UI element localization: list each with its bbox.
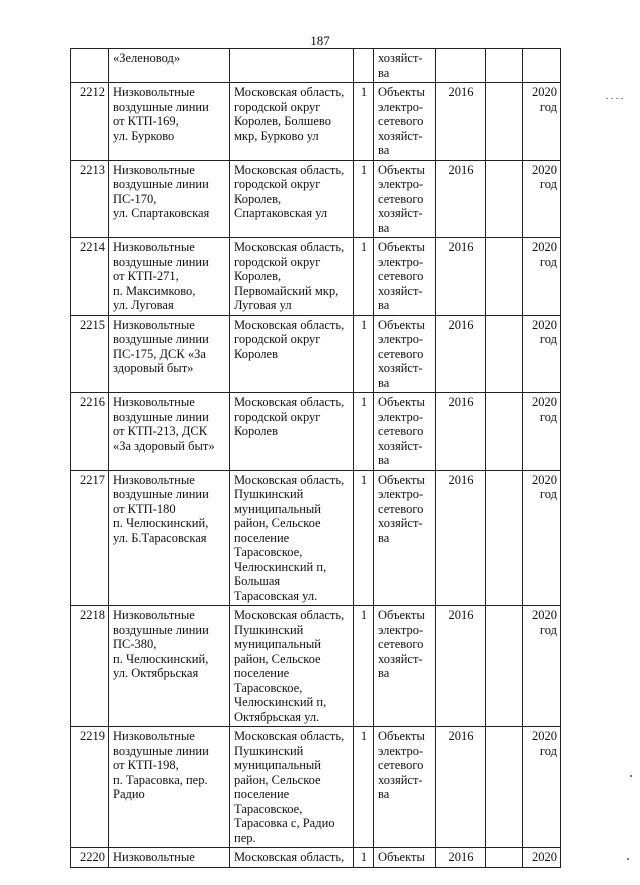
cell-year bbox=[436, 393, 486, 471]
cell-name-text: Низковольтные bbox=[113, 850, 195, 864]
cell-count bbox=[354, 238, 374, 316]
cell-num bbox=[71, 160, 109, 238]
cell-year bbox=[436, 727, 486, 848]
cell-address bbox=[230, 49, 354, 83]
cell-name bbox=[109, 49, 230, 83]
cell-end bbox=[523, 315, 561, 393]
cell-count bbox=[354, 315, 374, 393]
cell-year-text: 2016 bbox=[448, 240, 474, 254]
cell-name-text: Низковольтные воздушные линии от КТП-213, ДСК «За здоровый быт» bbox=[113, 395, 215, 453]
cell-year bbox=[436, 606, 486, 727]
scan-speck bbox=[627, 858, 629, 860]
cell-end bbox=[523, 49, 561, 83]
cell-year bbox=[436, 83, 486, 161]
cell-category-text: Объекты электро- сетевого хозяйст- ва bbox=[378, 729, 425, 801]
cell-name-text: Низковольтные воздушные линии от КТП-271, п. Максимково, ул. Луговая bbox=[113, 240, 209, 312]
cell-end-text: 2020 год bbox=[532, 472, 557, 501]
cell-blank bbox=[486, 49, 523, 83]
cell-blank bbox=[486, 83, 523, 161]
cell-address-text: Московская область, Пушкинский муниципальный район, Сельское поселение Тарасовское, Тарасовка с, Радио пер. bbox=[234, 729, 345, 845]
cell-category-text: Объекты электро- сетевого хозяйст- ва bbox=[378, 608, 425, 680]
cell-year-text: 2016 bbox=[448, 729, 474, 743]
cell-address bbox=[230, 727, 354, 848]
cell-count bbox=[354, 393, 374, 471]
cell-end-text: 2020 год bbox=[532, 729, 557, 758]
cell-end-text: 2020 год bbox=[532, 240, 557, 269]
cell-count-text: 1 bbox=[360, 395, 368, 409]
continued-name-text: «Зеленовод» bbox=[113, 51, 181, 65]
cell-name bbox=[109, 160, 230, 238]
cell-num-text: 2216 bbox=[80, 395, 105, 409]
table-row bbox=[71, 727, 561, 848]
cell-year-text: 2016 bbox=[448, 317, 474, 332]
cell-category bbox=[374, 606, 436, 727]
cell-blank bbox=[486, 238, 523, 316]
cell-address-text: Московская область, bbox=[234, 850, 345, 864]
cell-address bbox=[230, 315, 354, 393]
cell-category-text: Объекты электро- сетевого хозяйст- ва bbox=[378, 162, 425, 235]
cell-category bbox=[374, 238, 436, 316]
cell-num bbox=[71, 848, 109, 868]
table-row bbox=[71, 83, 561, 161]
cell-end bbox=[523, 393, 561, 471]
cell-num-text: 2217 bbox=[80, 472, 105, 487]
cell-year bbox=[436, 160, 486, 238]
cell-count bbox=[354, 848, 374, 868]
cell-category-text: Объекты электро- сетевого хозяйст- ва bbox=[378, 395, 425, 467]
cell-name-text: Низковольтные воздушные линии ПС-380, п. Челюскинский, ул. Октябрьская bbox=[113, 608, 209, 680]
cell-name bbox=[109, 727, 230, 848]
cell-name bbox=[109, 606, 230, 727]
table-row bbox=[71, 470, 561, 606]
cell-blank bbox=[486, 606, 523, 727]
cell-category bbox=[374, 848, 436, 868]
cell-end bbox=[523, 606, 561, 727]
cell-num-text: 2218 bbox=[80, 608, 105, 622]
cell-address bbox=[230, 160, 354, 238]
cell-category-text: Объекты bbox=[378, 850, 425, 864]
cell-name bbox=[109, 393, 230, 471]
cell-blank bbox=[486, 315, 523, 393]
cell-year-text: 2016 bbox=[448, 850, 474, 864]
cell-end bbox=[523, 848, 561, 868]
cell-year-text: 2016 bbox=[448, 395, 474, 409]
cell-count-text: 1 bbox=[360, 240, 368, 254]
table-row bbox=[71, 606, 561, 727]
cell-count bbox=[354, 49, 374, 83]
cell-address bbox=[230, 606, 354, 727]
cell-num bbox=[71, 83, 109, 161]
table-row-continuation bbox=[71, 49, 561, 83]
cell-count bbox=[354, 83, 374, 161]
cell-num-text: 2213 bbox=[80, 162, 105, 177]
cell-category bbox=[374, 83, 436, 161]
cell-num bbox=[71, 606, 109, 727]
cell-num-text: 2212 bbox=[80, 85, 105, 99]
table-row bbox=[71, 848, 561, 868]
register-table bbox=[70, 48, 561, 868]
cell-count-text: 1 bbox=[360, 729, 368, 743]
cell-count bbox=[354, 727, 374, 848]
cell-num-text: 2215 bbox=[80, 317, 105, 332]
cell-name-text: Низковольтные воздушные линии ПС-170, ул. Спартаковская bbox=[113, 162, 210, 220]
cell-category bbox=[374, 315, 436, 393]
cell-category-text: Объекты электро- сетевого хозяйст- ва bbox=[378, 240, 425, 312]
cell-end bbox=[523, 238, 561, 316]
cell-end bbox=[523, 727, 561, 848]
cell-category bbox=[374, 727, 436, 848]
cell-year bbox=[436, 238, 486, 316]
cell-count bbox=[354, 606, 374, 727]
cell-end-text: 2020 bbox=[532, 850, 557, 864]
cell-name bbox=[109, 315, 230, 393]
cell-address-text: Московская область, городской округ Королев bbox=[234, 395, 345, 438]
cell-end-text: 2020 год bbox=[532, 395, 557, 424]
cell-count-text: 1 bbox=[360, 850, 368, 864]
cell-blank bbox=[486, 160, 523, 238]
cell-name bbox=[109, 470, 230, 606]
cell-end-text: 2020 год bbox=[532, 608, 557, 637]
cell-name bbox=[109, 848, 230, 868]
cell-end-text: 2020 год bbox=[532, 162, 557, 191]
cell-address bbox=[230, 238, 354, 316]
cell-address-text: Московская область, городской округ Королев bbox=[234, 317, 345, 361]
cell-num bbox=[71, 315, 109, 393]
cell-address-text: Московская область, городской округ Королев, Болшево мкр, Бурково ул bbox=[234, 85, 345, 143]
continued-category-text: хозяйст- ва bbox=[378, 51, 423, 80]
cell-address-text: Московская область, городской округ Королев, Первомайский мкр, Луговая ул bbox=[234, 240, 345, 312]
cell-address bbox=[230, 848, 354, 868]
cell-year bbox=[436, 848, 486, 868]
cell-category bbox=[374, 160, 436, 238]
cell-year-text: 2016 bbox=[448, 162, 474, 177]
cell-name-text: Низковольтные воздушные линии от КТП-198, п. Тарасовка, пер. Радио bbox=[113, 729, 209, 801]
cell-address-text: Московская область, Пушкинский муниципальный район, Сельское поселение Тарасовское, Челюскинский п, Большая Тарасовская ул. bbox=[234, 472, 345, 603]
scan-speck bbox=[630, 775, 632, 777]
cell-end bbox=[523, 160, 561, 238]
cell-year-text: 2016 bbox=[448, 85, 474, 99]
cell-year bbox=[436, 49, 486, 83]
cell-name-text: Низковольтные воздушные линии ПС-175, ДСК «За здоровый быт» bbox=[113, 317, 209, 375]
cell-blank bbox=[486, 727, 523, 848]
cell-name-text: Низковольтные воздушные линии от КТП-169, ул. Бурково bbox=[113, 85, 209, 143]
cell-year bbox=[436, 315, 486, 393]
cell-category bbox=[374, 393, 436, 471]
cell-category bbox=[374, 470, 436, 606]
page-number: 187 bbox=[310, 33, 330, 48]
cell-address-text: Московская область, городской округ Королев, Спартаковская ул bbox=[234, 162, 345, 220]
cell-address bbox=[230, 470, 354, 606]
cell-name bbox=[109, 238, 230, 316]
table-body bbox=[71, 49, 561, 868]
table-row bbox=[71, 393, 561, 471]
cell-count-text: 1 bbox=[360, 608, 368, 622]
cell-end bbox=[523, 83, 561, 161]
cell-category-text: Объекты электро- сетевого хозяйст- ва bbox=[378, 472, 425, 545]
table-row bbox=[71, 238, 561, 316]
cell-num-text: 2220 bbox=[80, 850, 105, 864]
cell-category bbox=[374, 49, 436, 83]
cell-num bbox=[71, 238, 109, 316]
cell-count-text: 1 bbox=[360, 162, 368, 177]
cell-category-text: Объекты электро- сетевого хозяйст- ва bbox=[378, 85, 425, 157]
cell-num-text: 2219 bbox=[80, 729, 105, 743]
cell-year bbox=[436, 470, 486, 606]
cell-blank bbox=[486, 848, 523, 868]
cell-count bbox=[354, 160, 374, 238]
cell-num bbox=[71, 49, 109, 83]
table-row bbox=[71, 160, 561, 238]
cell-address bbox=[230, 393, 354, 471]
cell-end bbox=[523, 470, 561, 606]
cell-count-text: 1 bbox=[360, 85, 368, 99]
cell-end-text: 2020 год bbox=[532, 317, 557, 346]
cell-year-text: 2016 bbox=[448, 608, 474, 622]
cell-address bbox=[230, 83, 354, 161]
scan-speck bbox=[606, 98, 628, 100]
cell-category-text: Объекты электро- сетевого хозяйст- ва bbox=[378, 317, 425, 390]
cell-blank bbox=[486, 393, 523, 471]
cell-num bbox=[71, 393, 109, 471]
cell-address-text: Московская область, Пушкинский муниципальный район, Сельское поселение Тарасовское, Челюскинский п, Октябрьская ул. bbox=[234, 608, 345, 724]
table-row bbox=[71, 315, 561, 393]
cell-count bbox=[354, 470, 374, 606]
cell-blank bbox=[486, 470, 523, 606]
cell-name bbox=[109, 83, 230, 161]
cell-end-text: 2020 год bbox=[532, 85, 557, 114]
cell-count-text: 1 bbox=[360, 317, 368, 332]
cell-num bbox=[71, 727, 109, 848]
cell-year-text: 2016 bbox=[448, 472, 474, 487]
cell-num-text: 2214 bbox=[80, 240, 105, 254]
cell-count-text: 1 bbox=[360, 472, 368, 487]
cell-name-text: Низковольтные воздушные линии от КТП-180 п. Челюскинский, ул. Б.Тарасовская bbox=[113, 472, 209, 545]
cell-num bbox=[71, 470, 109, 606]
